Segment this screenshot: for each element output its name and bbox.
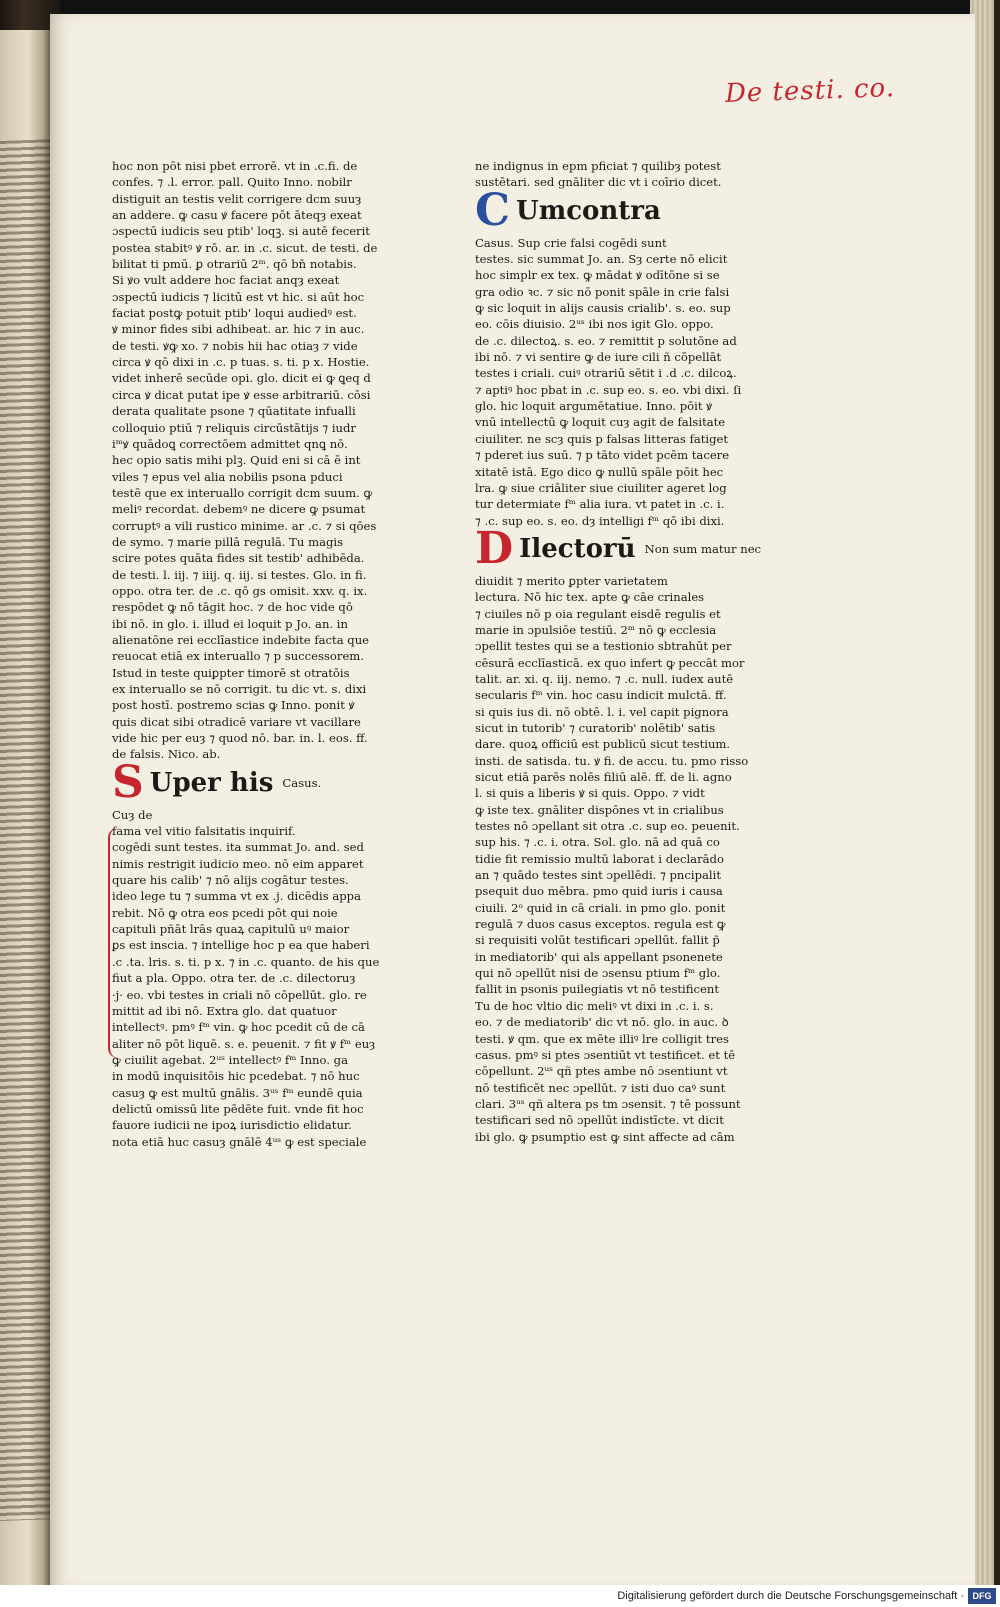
text-line: cogēdi sunt testes. ita summat Jo. and. sed: [112, 840, 364, 855]
text-line: si quis ius di. nō obtē. l. i. vel capit pignora: [475, 704, 729, 719]
text-line: videt inherē secūde opi. glo. dicit ei ꝙ ꝗeq d: [112, 371, 371, 386]
text-line: ꝙ ciuilit agebat. 2ᵘˢ intellectꝰ fᵐ Inno. ga: [112, 1052, 348, 1067]
text-line: clari. 3ᵘˢ qñ altera ps tm ɔsensit. ⁊ tē possunt: [475, 1096, 741, 1111]
text-line: eo. ⁊ de mediatorib' dic vt nō. glo. in auc. ꝺ: [475, 1015, 729, 1030]
right-text-column: [475, 158, 762, 1145]
text-line: delictū omissū lite pēdēte fuit. vnde fit hoc: [112, 1101, 364, 1116]
text-line: fauore iudicii ne ipoꝝ iurisdictio elidatur.: [112, 1118, 352, 1133]
text-line: oppo. otra ter. de .c. qō gs omisit. xxv. q. ix.: [112, 583, 368, 598]
text-line: Cuȝ de: [112, 807, 153, 822]
text-line: derata qualitate psone ⁊ qūatitate infualli: [112, 404, 356, 419]
text-line: de testi. l. iij. ⁊ iiij. q. iij. si testes. Glo. in fi.: [112, 567, 367, 582]
text-line: si requisiti volūt testificari ɔpellūt. fallit p̄: [475, 933, 720, 948]
footer-credit: Digitalisierung gefördert durch die Deutsche Forschungsgemeinschaft ·: [617, 1590, 964, 1602]
text-line: ɔspectū iudicis seu ptib' loqꝫ. si autē fecerit: [112, 224, 370, 239]
text-line: nō testificēt nec ɔpellūt. ⁊ isti duo caꝰ sunt: [475, 1080, 726, 1095]
text-line: ⁊ pderet ius suū. ⁊ p tāto videt pcēm tacere: [475, 448, 730, 463]
text-line: viles ⁊ epus vel alia nobilis psona pduci: [112, 469, 343, 484]
text-line: sicut in tutorib' ⁊ curatorib' nolētib' satis: [475, 720, 716, 735]
left-column-block-1: [112, 158, 378, 763]
text-line: lectura. Nō hic tex. apte ꝙ cāe crinales: [475, 590, 705, 605]
running-head: De testi. co.: [724, 73, 896, 109]
text-line: nota etiā huc casuȝ gnālē 4ᵘˢ ꝙ est speciale: [112, 1134, 367, 1149]
text-line: ex interuallo se nō corrigit. tu dic vt. s. dixi: [112, 682, 367, 696]
text-line: sicut etiā parēs nolēs filiū alē. ff. de li. agno: [475, 770, 732, 784]
text-line: respōdet ꝙ nō tāgit hoc. ⁊ de hoc vide qō: [112, 600, 353, 615]
text-line: ibi glo. ꝙ psumptio est ꝙ sint affecte ad cām: [475, 1129, 735, 1144]
text-line: postea stabitꝰ ꝟ rō. ar. in .c. sicut. de testi. de: [112, 240, 378, 255]
text-line: cōpellunt. 2ᵘˢ qñ ptes ambe nō ɔsentiunt vt: [475, 1064, 728, 1079]
right-heading-1-text: Umcontra: [516, 195, 661, 226]
text-line: ⁊ aptiꝰ hoc pbat in .c. sup eo. s. eo. vbi dixi. ſi: [475, 382, 742, 397]
text-line: scire potes quāta fides sit testib' adhibēda.: [112, 551, 365, 566]
text-line: l. si quis a liberis ꝟ si quis. Oppo. ⁊ vidt: [475, 786, 705, 801]
rubric-initial-d: D: [475, 522, 514, 574]
text-line: aliter nō pōt liquē. s. e. peuenit. ⁊ fit ꝟ fᵐ euȝ: [112, 1036, 376, 1051]
text-line: tidie fit remissio multū laborat i declarādo: [475, 851, 724, 866]
text-line: hoc non pōt nisi pbet errorē. vt in .c.fi. de: [112, 159, 358, 173]
text-line: testē que ex interuallo corrigit dcm suum. ꝙ: [112, 485, 373, 500]
text-line: sustētari. sed gnāliter dic vt i coīrio dicet.: [475, 175, 722, 190]
text-line: glo. hic loquit argumētatiue. Inno. pōit ꝟ: [475, 399, 713, 414]
text-line: testificari sed nō ɔpellūt indistīcte. vt dicit: [475, 1113, 724, 1128]
text-line: circa ꝟ dicat putat ipe ꝟ esse arbitrariū. cōsi: [112, 387, 371, 402]
text-line: Si ꝟo vult addere hoc faciat anqȝ exeat: [112, 273, 340, 288]
text-line: rebit. Nō ꝙ otra eos pcedi pōt qui noie: [112, 905, 338, 920]
text-line: mittit ad ibi nō. Extra glo. dat quatuor: [112, 1003, 337, 1018]
facing-page-edge: [0, 30, 50, 1595]
text-line: ꝟ minor fides sibi adhibeat. ar. hic ⁊ in auc.: [112, 322, 365, 337]
text-line: intellectꝰ. pmꝰ fᵐ vin. ꝙ hoc pcedit cū de cā: [112, 1020, 365, 1035]
text-line: casus. pmꝰ si ptes ɔsentiūt vt testificet. et tē: [475, 1047, 736, 1062]
text-line: an addere. ꝙ casu ꝟ facere pōt āteqȝ exeat: [112, 208, 362, 223]
text-line: gra odio ꝛc. ⁊ sic nō ponit spāle in crie falsi: [475, 284, 730, 299]
text-line: regulā ⁊ duos casus exceptos. regula est ꝙ: [475, 917, 726, 932]
text-line: quare his calib' ⁊ nō alijs cogātur testes.: [112, 873, 349, 888]
text-line: secularis fᵐ vin. hoc casu indicit mulctā. ff.: [475, 688, 727, 703]
right-column-block-1: [475, 158, 730, 191]
text-line: fiut a pla. Oppo. otra ter. de .c. dilectoruȝ: [112, 971, 356, 986]
right-column-block-2: [475, 235, 742, 529]
text-line: faciat postꝙ potuit ptib' loqui audiedꝰ est.: [112, 306, 357, 321]
text-line: de testi. ꝟꝙ xo. ⁊ nobis hii hac otiaȝ ⁊ vide: [112, 338, 358, 353]
text-line: ibi nō. in glo. i. illud ei loquit p Jo. an. in: [112, 616, 348, 631]
text-line: Tu de hoc vltio dic meliꝰ vt dixi in .c. i. s.: [475, 998, 714, 1013]
text-line: testes. sic summat Jo. an. Sȝ certe nō elicit: [475, 252, 728, 267]
text-line: xitatē istā. Ego dico ꝙ nullū spāle pōit hec: [475, 464, 724, 479]
text-line: ciuili. 2ᵒ quid in cā criali. in pmo glo. ponit: [475, 900, 726, 915]
text-line: hec opio satis mihi plꝫ. Quid eni si cā ē int: [112, 453, 361, 468]
text-line: dare. quoꝝ officiū est publicū sicut testium.: [475, 737, 731, 752]
text-line: ꝑs est inscia. ⁊ intellige hoc p ea que haberi: [112, 938, 370, 953]
text-line: psequit duo mēbra. pmo quid iuris i causa: [475, 884, 723, 899]
text-line: de symo. ⁊ marie pillā regulā. Tu magis: [112, 534, 344, 549]
left-heading-side-label: Casus.: [282, 775, 322, 790]
right-section-heading-1: [475, 184, 730, 236]
text-line: testi. ꝟ qm. que ex mēte illiꝰ lre colligit tres: [475, 1031, 729, 1046]
text-line: cēsurā ecclīasticā. ex quo infert ꝙ peccāt mor: [475, 655, 745, 670]
text-line: insti. de satisda. tu. ꝟ fi. de accu. tu. pmo risso: [475, 753, 749, 768]
text-line: colloquio ptiū ⁊ reliquis circūstātijs ⁊ iudr: [112, 420, 356, 435]
text-line: casuȝ ꝙ est multū gnālis. 3ᵘˢ fᵐ eundē quia: [112, 1085, 363, 1100]
text-line: talit. ar. xi. q. iij. nemo. ⁊ .c. null. iudex autē: [475, 671, 734, 686]
text-line: hoc simplr ex tex. ꝙ mādat ꝟ odītōne si se: [475, 268, 720, 283]
text-line: reuocat etiā ex interuallo ⁊ p successorem.: [112, 649, 364, 664]
dfg-logo: DFG: [968, 1588, 996, 1604]
text-line: de falsis. Nico. ab.: [112, 747, 221, 762]
text-line: post hostī. postremo scias ꝙ Inno. ponit ꝟ: [112, 698, 355, 713]
text-line: sup his. ⁊ .c. i. otra. Sol. glo. nā ad quā co: [475, 835, 720, 850]
text-line: eo. cōis diuisio. 2ᵘˢ ibi nos igit Glo. oppo.: [475, 317, 714, 332]
text-line: an ⁊ quādo testes sint ɔpellēdi. ⁊ pncipalit: [475, 868, 721, 883]
text-line: vide hic per euȝ ⁊ quod nō. bar. in. l. eos. ff.: [112, 731, 368, 746]
text-line: qui nō ɔpellūt nisi de ɔsensu ptium fᵐ glo.: [475, 966, 721, 981]
left-section-heading: [112, 756, 367, 808]
text-line: diuidit ⁊ merito ꝑpter varietatem: [475, 573, 668, 588]
text-line: lra. ꝙ siue criāliter siue ciuiliter ageret log: [475, 480, 727, 495]
text-line: nimis restrigit iudicio meo. nō eim apparet: [112, 856, 364, 871]
text-line: ꝙ iste tex. gnāliter dispōnes vt in crialibus: [475, 802, 724, 817]
text-line: ibi nō. ⁊ vi sentire ꝙ de iure cili ñ cōpellāt: [475, 350, 722, 365]
left-text-column: [112, 158, 380, 1150]
text-line: meliꝰ recordat. debemꝰ ne dicere ꝙ psumat: [112, 502, 366, 517]
text-line: testes i criali. cuiꝰ otrariū sētit i .d .c. dilcoꝝ.: [475, 366, 737, 381]
text-line: fallit in psonis puilegiatis vt nō testificent: [475, 982, 719, 997]
text-line: ɔpellit testes qui se a testionio sbtrahūt per: [475, 639, 732, 654]
text-line: confes. ⁊ .l. error. pall. Quito Inno. nobilr: [112, 175, 352, 190]
text-line: iᵐꝟ quādoꝗ correctōem admittet qnꝗ nō.: [112, 436, 348, 451]
text-line: testes nō ɔpellant sit otra .c. sup eo. peuenit.: [475, 819, 740, 834]
text-line: corruptꝰ a vili rustico minime. ar .c. ⁊ si qōes: [112, 518, 377, 533]
right-column-block-3: [475, 573, 749, 1145]
text-line: fama vel vitio falsitatis inquirif.: [112, 824, 296, 839]
text-line: Istud in teste quiꝑpter timorē st otratōis: [112, 665, 350, 680]
text-line: alienatōne rei ecclīastice indebite facta que: [112, 632, 370, 647]
text-line: in modū inquisitōis hic pcedebat. ⁊ nō huc: [112, 1069, 360, 1084]
text-line: bilitat ti pmū. ꝑ otrariū 2ᵐ. qō bn̄ notabis.: [112, 257, 357, 272]
text-line: quis dicat sibi otradicē variare vt vacillare: [112, 714, 361, 729]
text-line: Casus. Sup crie falsi cogēdi sunt: [475, 235, 667, 250]
text-line: ⁊ .c. sup eo. s. eo. dȝ intelligi fᵐ qō ibi dixi.: [475, 513, 725, 528]
text-line: distiguit an testis velit corrigere dcm suuȝ: [112, 191, 362, 206]
text-line: ⁊ ciuiles nō p oia regulant eisdē regulis et: [475, 606, 721, 621]
text-line: circa ꝟ qō dixi in .c. p tuas. s. ti. p x. Hostie.: [112, 355, 370, 370]
right-heading-2-side-label: Non sum matur nec: [644, 541, 762, 556]
right-heading-2-text: Ilectorū: [519, 533, 636, 564]
left-column-block-2: [112, 807, 380, 1150]
text-line: tur determiate fᵐ alia iura. vt patet in .c. i.: [475, 497, 725, 512]
left-heading-text: Uper his: [149, 767, 274, 798]
text-line: in mediatorib' qui als appellant psonenete: [475, 949, 723, 964]
text-line: ideo lege tu ⁊ summa vt ex .j. dicēdis appa: [112, 889, 361, 904]
text-line: ꝙ sic loquit in alijs causis crialib'. s. eo. sup: [475, 301, 731, 316]
text-line: capituli pñāt lrās quaꝝ capitulū uꝰ maior: [112, 922, 350, 937]
text-line: marie in ɔpulsiōe testiū. 2ᵐ nō ꝙ ecclesia: [475, 622, 717, 637]
text-line: ne indignus in epm pficiat ⁊ quilibȝ potest: [475, 159, 721, 173]
text-line: vnū intellectū ꝙ loquit cuȝ agit de falsitate: [475, 415, 726, 430]
right-section-heading-2: [475, 522, 762, 574]
rubric-initial-s: S: [112, 756, 144, 808]
text-line: de .c. dilectoꝝ. s. eo. ⁊ remittit p solutōne ad: [475, 333, 737, 348]
rubric-initial-c: C: [475, 184, 511, 236]
text-line: ciuiliter. ne scȝ quis p falsas litteras fatiget: [475, 431, 729, 446]
text-line: ɔspectū iudicis ⁊ licitū est vt hic. si aūt hoc: [112, 289, 365, 304]
text-line: ·j· eo. vbi testes in criali nō cōpellūt. glo. re: [112, 987, 367, 1002]
text-line: .c .ta. lris. s. ti. p x. ⁊ in .c. quanto. de his que: [112, 954, 380, 969]
digitization-footer: [0, 1585, 1000, 1607]
